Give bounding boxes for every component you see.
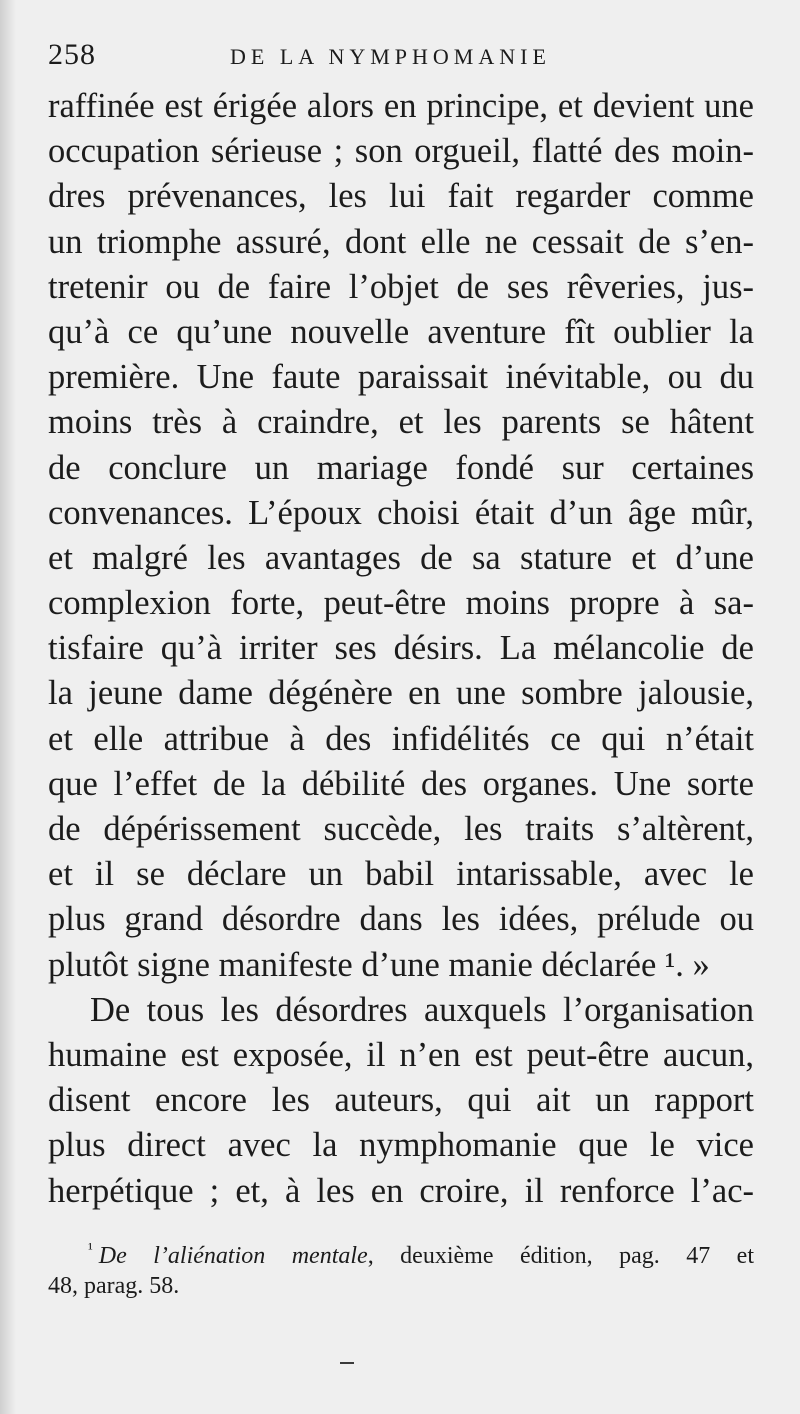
footnote-citation: , deuxième édition, pag. 47 et (367, 1243, 755, 1269)
text-line: un triomphe assuré, dont elle ne cessait de s’en- (48, 222, 754, 261)
text-line: humaine est exposée, il n’en est peut-être aucun, (48, 1035, 754, 1074)
text-line: tisfaire qu’à irriter ses désirs. La mélancolie de (48, 629, 754, 668)
footnote-marker: ¹ (88, 1241, 93, 1258)
footnote-line-1 (48, 1232, 754, 1268)
text-line: plus direct avec la nymphomanie que le vice (48, 1126, 754, 1165)
text-line: moins très à craindre, et les parents se hâtent (48, 403, 754, 442)
text-line: et il se déclare un babil intarissable, avec le (48, 855, 754, 894)
text-line: première. Une faute paraissait inévitable, ou du (48, 358, 754, 397)
text-line: plutôt signe manifeste d’une manie déclarée ¹. » (48, 945, 710, 984)
text-line: plus grand désordre dans les idées, prélude ou (48, 900, 754, 939)
text-line: convenances. L’époux choisi était d’un âge mûr, (48, 493, 754, 532)
footnote-line-2: 48, parag. 58. (48, 1273, 180, 1299)
text-line: raffinée est érigée alors en principe, et devient une (48, 87, 754, 125)
text-line: et malgré les avantages de sa stature et d’une (48, 538, 754, 577)
text-line: que l’effet de la débilité des organes. Une sorte (48, 764, 754, 803)
text-line: de conclure un mariage fondé sur certaines (48, 448, 754, 487)
text-line: complexion forte, peut-être moins propre à sa- (48, 584, 754, 623)
text-line: de dépérissement succède, les traits s’altèrent, (48, 810, 754, 848)
text-line: et elle attribue à des infidélités ce qui n’était (48, 719, 754, 758)
text-line: herpétique ; et, à les en croire, il renforce l’ac- (48, 1171, 754, 1210)
text-line: qu’à ce qu’une nouvelle aventure fît oublier la (48, 312, 754, 351)
paragraph-start-line: De tous les désordres auxquels l’organisation (90, 990, 754, 1029)
body-text (48, 84, 754, 1214)
running-title: DE LA NYMPHOMANIE (230, 44, 551, 69)
page-number: 258 (48, 38, 96, 71)
page-gutter-shadow (0, 0, 16, 1414)
footnote (48, 1232, 754, 1304)
footnote-title: De l’aliénation mentale (98, 1243, 368, 1269)
bottom-dash (340, 1362, 354, 1364)
text-line: la jeune dame dégénère en une sombre jalousie, (48, 674, 754, 713)
text-line: tretenir ou de faire l’objet de ses rêveries, jus- (48, 267, 754, 306)
text-line: dres prévenances, les lui fait regarder comme (48, 177, 754, 216)
text-line: disent encore les auteurs, qui ait un rapport (48, 1081, 754, 1120)
page-header (48, 38, 758, 78)
text-line: occupation sérieuse ; son orgueil, flatté des moin- (48, 132, 754, 171)
